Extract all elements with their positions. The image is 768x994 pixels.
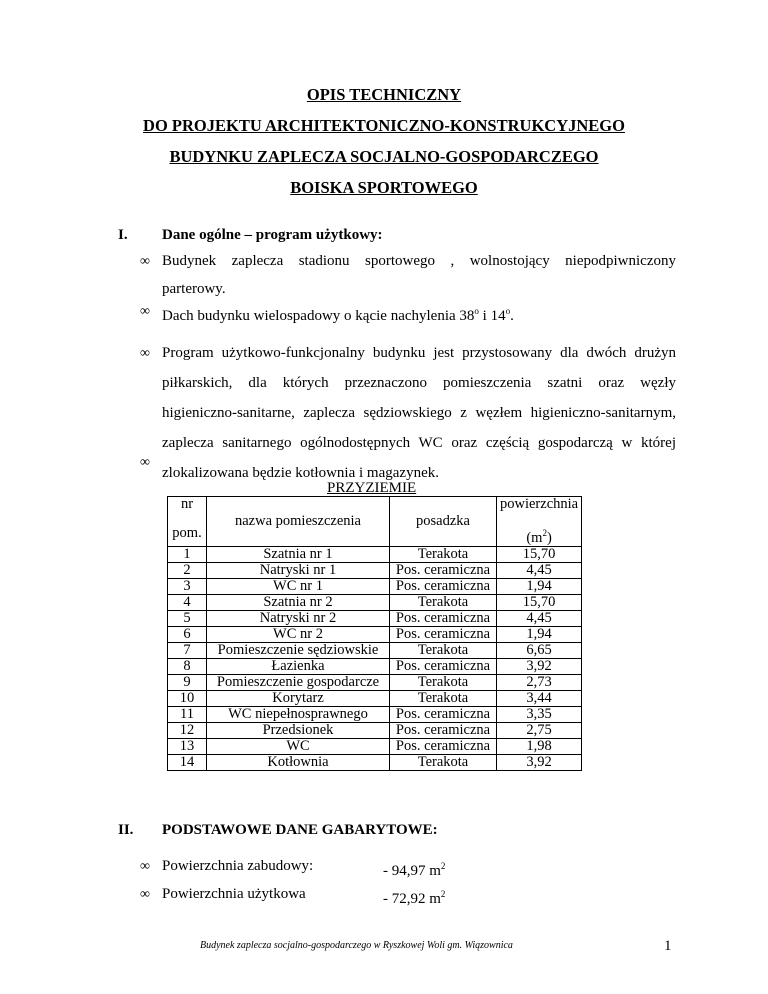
building-area-value: - 94,97 $m^2$: [383, 861, 446, 879]
cell-floor: Terakota: [390, 642, 497, 658]
bullet-1-line-1: Budynek zaplecza stadionu sportowego , wolnostojący niepodpiwniczony: [162, 253, 676, 269]
cell-area: 15,70: [497, 594, 582, 610]
cell-floor: Terakota: [390, 690, 497, 706]
cell-nr: 9: [168, 674, 207, 690]
bullet-3-line-1: Program użytkowo-funkcjonalny budynku jest przystosowany dla dwóch drużyn: [162, 345, 676, 361]
section-1-heading: Dane ogólne – program użytkowy:: [162, 227, 383, 243]
title-line-4: BOISKA SPORTOWEGO: [290, 178, 478, 197]
section-2-heading: PODSTAWOWE DANE GABARYTOWE:: [162, 822, 438, 838]
cell-area: 2,73: [497, 674, 582, 690]
cell-nr: 8: [168, 658, 207, 674]
cell-area: 4,45: [497, 610, 582, 626]
cell-nr: 10: [168, 690, 207, 706]
cell-floor: Pos. ceramiczna: [390, 722, 497, 738]
cell-name: Natryski nr 1: [207, 562, 390, 578]
cell-floor: Pos. ceramiczna: [390, 738, 497, 754]
bullet-2: Dach budynku wielospadowy o kącie nachylenia 38$^o$ i 14$^o$.: [162, 306, 514, 324]
table-row: [168, 546, 582, 562]
title-line-3: BUDYNKU ZAPLECZA SOCJALNO-GOSPODARCZEGO: [169, 147, 599, 166]
cell-area: 4,45: [497, 562, 582, 578]
cell-area: 3,44: [497, 690, 582, 706]
cell-nr: 2: [168, 562, 207, 578]
cell-area: 2,75: [497, 722, 582, 738]
cell-nr: 1: [168, 546, 207, 562]
table-row: [168, 578, 582, 594]
section-2-number: II.: [118, 822, 134, 838]
bullet-3-line-5: zlokalizowana będzie kotłownia i magazynek.: [162, 465, 439, 481]
table-row: [168, 610, 582, 626]
cell-nr: 11: [168, 706, 207, 722]
bullet-icon: ∞: [140, 859, 150, 874]
bullet-icon: ∞: [140, 455, 150, 470]
cell-name: Pomieszczenie sędziowskie: [207, 642, 390, 658]
cell-nr: 4: [168, 594, 207, 610]
cell-floor: Terakota: [390, 754, 497, 770]
cell-name: WC: [207, 738, 390, 754]
cell-name: Korytarz: [207, 690, 390, 706]
usable-area-label: Powierzchnia użytkowa: [162, 886, 306, 902]
cell-nr: 14: [168, 754, 207, 770]
cell-floor: Pos. ceramiczna: [390, 610, 497, 626]
table-row: [168, 690, 582, 706]
cell-floor: Pos. ceramiczna: [390, 706, 497, 722]
table-header-row: [168, 497, 582, 547]
cell-floor: Terakota: [390, 674, 497, 690]
table-row: [168, 594, 582, 610]
header-name: nazwa pomieszczenia: [207, 497, 390, 547]
cell-nr: 13: [168, 738, 207, 754]
cell-area: 1,94: [497, 578, 582, 594]
bullet-3-line-4: zaplecza sanitarnego ogólnodostępnych WC oraz częścią gospodarczą w której: [162, 435, 676, 451]
cell-floor: Pos. ceramiczna: [390, 562, 497, 578]
cell-area: 6,65: [497, 642, 582, 658]
table-row: [168, 754, 582, 770]
bullet-icon: ∞: [140, 304, 150, 319]
cell-name: Szatnia nr 1: [207, 546, 390, 562]
building-area-label: Powierzchnia zabudowy:: [162, 858, 314, 874]
table-row: [168, 626, 582, 642]
bullet-icon: ∞: [140, 887, 150, 902]
header-floor: posadzka: [390, 497, 497, 547]
cell-floor: Terakota: [390, 546, 497, 562]
bullet-3-line-2: piłkarskich, dla których przeznaczono pomieszczenia szatni oraz węzły: [162, 375, 676, 391]
header-nr: nr pom.: [168, 497, 207, 547]
cell-name: Szatnia nr 2: [207, 594, 390, 610]
cell-area: 1,98: [497, 738, 582, 754]
table-row: [168, 658, 582, 674]
bullet-3-line-3: higieniczno-sanitarne, zaplecza sędziowskiego z węzłem higieniczno-sanitarnym,: [162, 405, 676, 421]
cell-floor: Terakota: [390, 594, 497, 610]
cell-nr: 5: [168, 610, 207, 626]
cell-name: Kotłownia: [207, 754, 390, 770]
table-row: [168, 562, 582, 578]
cell-area: 3,35: [497, 706, 582, 722]
cell-nr: 3: [168, 578, 207, 594]
cell-area: 3,92: [497, 658, 582, 674]
cell-floor: Pos. ceramiczna: [390, 658, 497, 674]
title-line-1: OPIS TECHNICZNY: [306, 85, 462, 104]
page-footer: Budynek zaplecza socjalno-gospodarczego w Ryszkowej Woli gm. Wiązownica: [200, 940, 513, 951]
table-row: [168, 706, 582, 722]
cell-name: WC nr 1: [207, 578, 390, 594]
cell-name: Natryski nr 2: [207, 610, 390, 626]
cell-nr: 7: [168, 642, 207, 658]
bullet-1-line-2: parterowy.: [162, 281, 226, 297]
cell-area: 3,92: [497, 754, 582, 770]
table-row: [168, 642, 582, 658]
table-row: [168, 674, 582, 690]
rooms-table: [167, 496, 582, 771]
cell-name: Przedsionek: [207, 722, 390, 738]
title-line-2: DO PROJEKTU ARCHITEKTONICZNO-KONSTRUKCYJNEGO: [143, 116, 625, 135]
header-area: powierzchnia $(m^2)$: [497, 497, 582, 547]
cell-area: 1,94: [497, 626, 582, 642]
cell-floor: Pos. ceramiczna: [390, 578, 497, 594]
table-row: [168, 738, 582, 754]
cell-nr: 12: [168, 722, 207, 738]
page-number: 1: [664, 938, 672, 954]
cell-name: WC nr 2: [207, 626, 390, 642]
cell-nr: 6: [168, 626, 207, 642]
table-caption: PRZYZIEMIE: [327, 480, 417, 496]
cell-area: 15,70: [497, 546, 582, 562]
bullet-icon: ∞: [140, 254, 150, 269]
bullet-icon: ∞: [140, 346, 150, 361]
section-1-number: I.: [118, 227, 128, 243]
cell-name: WC niepełnosprawnego: [207, 706, 390, 722]
cell-name: Łazienka: [207, 658, 390, 674]
table-row: [168, 722, 582, 738]
cell-name: Pomieszczenie gospodarcze: [207, 674, 390, 690]
usable-area-value: - 72,92 $m^2$: [383, 889, 446, 907]
cell-floor: Pos. ceramiczna: [390, 626, 497, 642]
